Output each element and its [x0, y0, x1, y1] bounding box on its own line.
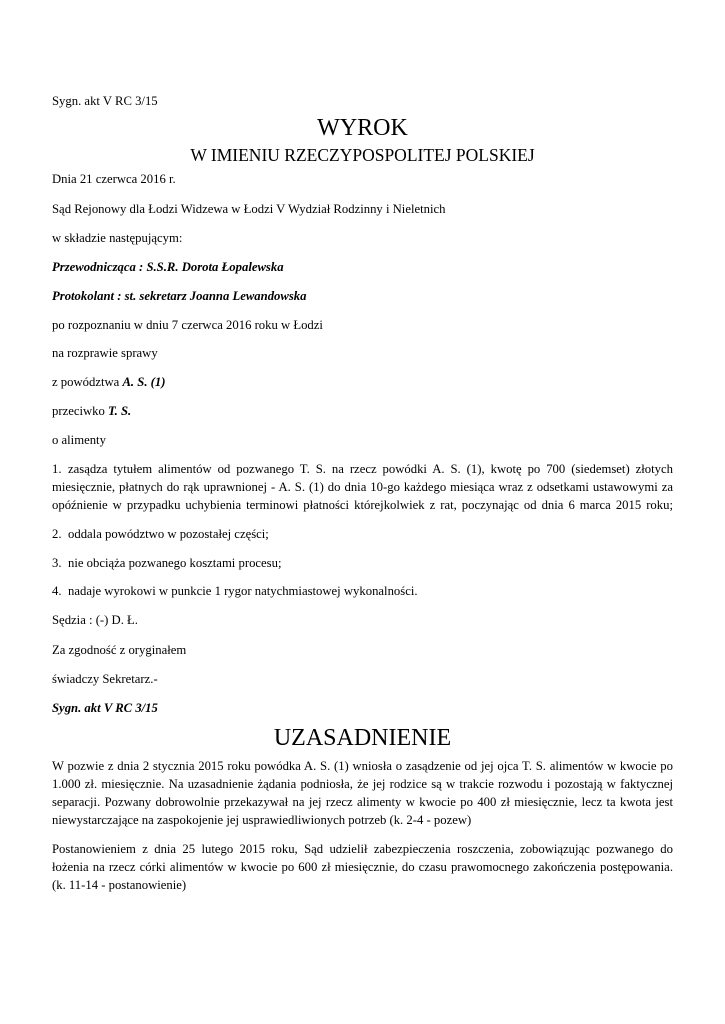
case-number: Sygn. akt V RC 3/15	[52, 94, 158, 108]
justification-case-number: Sygn. akt V RC 3/15	[52, 701, 158, 715]
ruling-item	[52, 554, 673, 572]
ruling-text: nie obciąża pozwanego kosztami procesu;	[68, 556, 282, 570]
paragraph-line: (k. 11-14 - postanowienie)	[52, 878, 187, 892]
hearing-type: na rozprawie sprawy	[52, 346, 158, 360]
judgment-date: Dnia 21 czerwca 2016 r.	[52, 172, 176, 186]
ruling-number: 2.	[52, 527, 62, 541]
ruling-number: 3.	[52, 556, 62, 570]
presiding-judge: Przewodnicząca : S.S.R. Dorota Łopalewska	[52, 260, 284, 274]
composition-intro: w składzie następującym:	[52, 231, 183, 245]
paragraph-line: Postanowieniem z dnia 25 lutego 2015 roku, Sąd udzielił zabezpieczenia roszczenia, zobowiązując pozwanego do	[52, 842, 673, 856]
justification-title: UZASADNIENIE	[273, 725, 452, 751]
defendant-line	[52, 402, 673, 420]
certification-line: świadczy Sekretarz.-	[52, 672, 158, 686]
ruling-item	[52, 525, 673, 543]
paragraph-line: 1.000 zł. miesięcznie. Na uzasadnienie żądania podniosła, że jej rodzice są w trakcie rozwodu i pozostają w faktycznej	[52, 777, 673, 791]
document-title: WYROK	[317, 115, 408, 141]
paragraph-line: niewystarczające na zaspokojenie jej usprawiedliwionych potrzeb (k. 2-4 - pozew)	[52, 813, 472, 827]
paragraph-line: W pozwie z dnia 2 stycznia 2015 roku powódka A. S. (1) wniosła o zasądzenie od jej ojca T. S. alimentów w kwocie po	[52, 759, 673, 773]
ruling-text: nadaje wyrokowi w punkcie 1 rygor natychmiastowej wykonalności.	[68, 584, 418, 598]
court-recorder: Protokolant : st. sekretarz Joanna Lewandowska	[52, 289, 307, 303]
plaintiff-name: A. S. (1)	[122, 375, 166, 389]
ruling-number: 1.	[52, 462, 62, 476]
defendant-label: przeciwko	[52, 404, 105, 418]
defendant-name: T. S.	[108, 404, 132, 418]
court-name: Sąd Rejonowy dla Łodzi Widzewa w Łodzi V Wydział Rodzinny i Nieletnich	[52, 202, 446, 216]
justification-paragraph	[52, 757, 673, 829]
ruling-number: 4.	[52, 584, 62, 598]
hearing-info: po rozpoznaniu w dniu 7 czerwca 2016 roku w Łodzi	[52, 318, 323, 332]
plaintiff-line	[52, 373, 673, 391]
ruling-text: zasądza tytułem alimentów od pozwanego T. S. na rzecz powódki A. S. (1), kwotę po 700 (siedemset) złotych	[68, 462, 673, 476]
paragraph-line: separacji. Pozwany dobrowolnie przekazywał na jej rzecz alimenty w kwocie po 400 zł miesięcznie, lecz ta kwota jest	[52, 795, 673, 809]
paragraph-line: łożenia na rzecz córki alimentów w kwocie po 600 zł miesięcznie, do czasu prawomocnego zakończenia postępowania.	[52, 860, 673, 874]
ruling-text-line: opóźnienie w przypadku uchybienia terminowi płatności którejkolwiek z rat, poczynając od dnia 6 marca 2015 roku;	[52, 498, 673, 512]
ruling-item	[52, 460, 673, 514]
ruling-text: oddala powództwo w pozostałej części;	[68, 527, 269, 541]
justification-paragraph	[52, 840, 673, 894]
certification-line: Za zgodność z oryginałem	[52, 643, 187, 657]
ruling-item	[52, 582, 673, 600]
case-subject: o alimenty	[52, 433, 106, 447]
document-subtitle: W IMIENIU RZECZYPOSPOLITEJ POLSKIEJ	[190, 145, 535, 165]
plaintiff-label: z powództwa	[52, 375, 120, 389]
judge-signature: Sędzia : (-) D. Ł.	[52, 613, 138, 627]
ruling-text-line	[52, 460, 673, 478]
ruling-text-line: miesięcznie, płatnych do rąk uprawnionej - A. S. (1) do dnia 10-go każdego miesiąca wraz z odsetkami ustawowymi za	[52, 480, 673, 494]
